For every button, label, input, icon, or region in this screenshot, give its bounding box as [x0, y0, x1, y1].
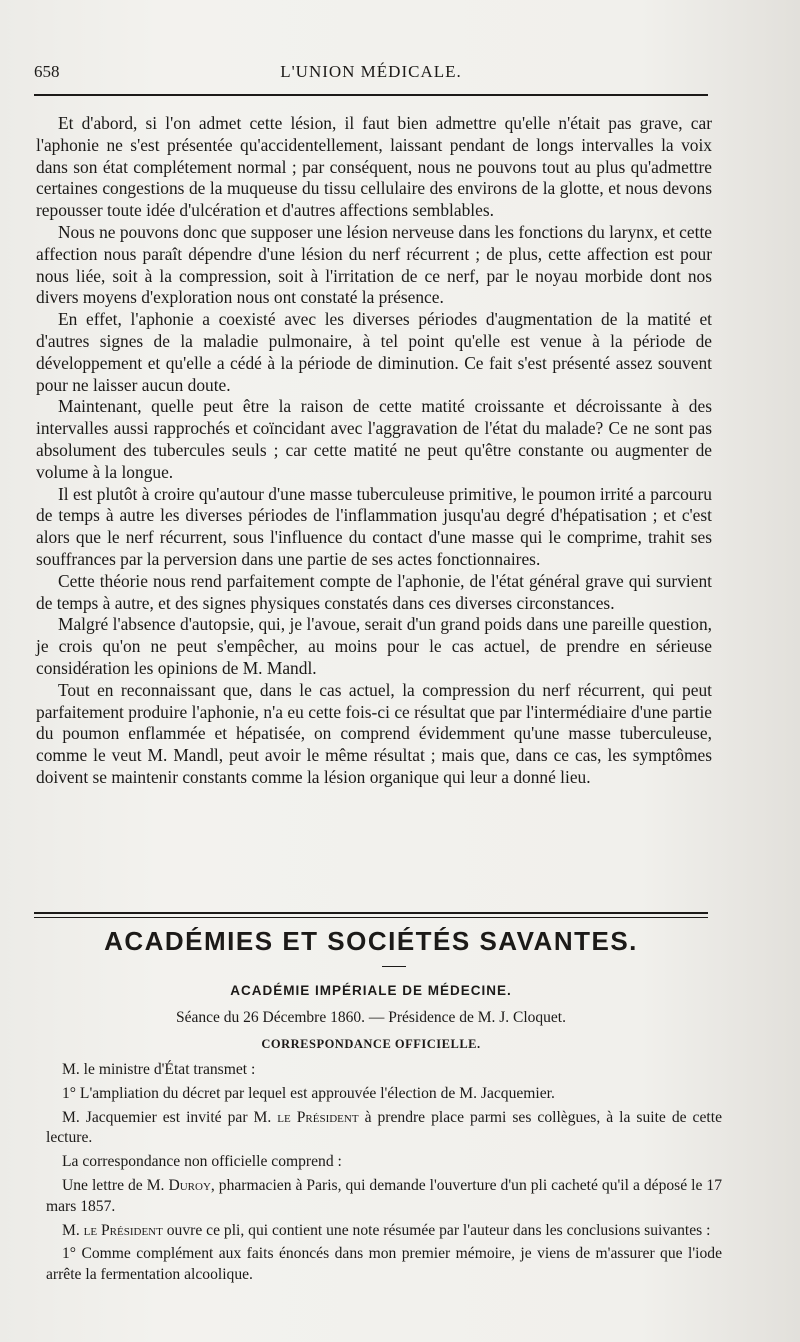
minutes-text: M.	[62, 1221, 84, 1239]
body-paragraph: Cette théorie nous rend parfaitement compte de l'aphonie, de l'état général grave qui survient de temps à autre, et des signes physiques constatés dans ces diverses circonstances.	[36, 570, 712, 613]
section-divider-thick	[34, 912, 708, 914]
short-divider	[382, 966, 406, 967]
academy-title: ACADÉMIE IMPÉRIALE DE MÉDECINE.	[230, 983, 512, 998]
body-paragraph: Malgré l'absence d'autopsie, qui, je l'avoue, serait d'un grand poids dans une pareille question, je crois qu'on ne peut s'empêcher, au moins pour le cas actuel, de prendre en sérieuse considération les opinions de M. Mandl.	[36, 614, 712, 678]
minutes-paragraph: 1° L'ampliation du décret par lequel est approuvée l'élection de M. Jacquemier.	[62, 1084, 555, 1102]
minutes-text: Une lettre de M.	[62, 1176, 169, 1194]
section-title: ACADÉMIES ET SOCIÉTÉS SAVANTES.	[104, 926, 638, 956]
correspondence-heading: CORRESPONDANCE OFFICIELLE.	[261, 1037, 481, 1051]
header-rule	[34, 94, 708, 96]
session-minutes	[46, 1060, 722, 1286]
minutes-paragraph: La correspondance non officielle comprend :	[62, 1153, 342, 1171]
section-divider-thin	[34, 917, 708, 918]
article-body	[36, 113, 712, 789]
president-name: le Président	[83, 1221, 163, 1239]
minutes-paragraph: M. le ministre d'État transmet :	[62, 1061, 256, 1078]
minutes-paragraph: 1° Comme complément aux faits énoncés dans mon premier mémoire, je viens de m'assurer que l'iode arrête la fermentation alcoolique.	[46, 1245, 722, 1284]
seance-line: Séance du 26 Décembre 1860. — Présidence de M. J. Cloquet.	[176, 1009, 566, 1026]
author-name: Duroy	[168, 1176, 211, 1194]
minutes-paragraph	[46, 1108, 722, 1150]
body-paragraph: Il est plutôt à croire qu'autour d'une masse tuberculeuse primitive, le poumon irrité a parcouru de temps à autre les diverses périodes de l'inflammation jusqu'au degré d'hépatisation ; et c'est alors que le nerf récurrent, sous l'influence du contact d'une masse qui le comprime, trahit ses souffrances par la perversion dans une partie de ses actes fonctionnaires.	[36, 483, 712, 569]
body-paragraph: Tout en reconnaissant que, dans le cas actuel, la compression du nerf récurrent, qui peut parfaitement produire l'aphonie, n'a eu cette fois-ci ce résultat que par l'intermédiaire d'une partie du poumon enflammée et hépatisée, on comprend évidemment qu'une masse tuberculeuse, comme le veut M. Mandl, peut avoir le même résultat ; mais que, dans ce cas, les symptômes doivent se maintenir constants comme la lésion organique qui leur a donné lieu.	[36, 679, 712, 787]
president-name: le Président	[277, 1108, 359, 1126]
minutes-text: , pharmacien à Paris, qui demande l'ouverture d'un pli cacheté qu'il a déposé le 17 mars 1857.	[46, 1176, 722, 1215]
journal-title: L'UNION MÉDICALE.	[280, 62, 462, 81]
page-number: 658	[34, 62, 60, 81]
body-paragraph: Nous ne pouvons donc que supposer une lésion nerveuse dans les fonctions du larynx, et cette affection nous paraît dépendre d'une lésion du nerf récurrent ; de plus, cette affection est pour nous liée, soit à la compression, soit à l'irritation de ce nerf, par le noyau morbide dont nos divers moyens d'exploration nous ont constaté la présence.	[36, 221, 712, 308]
body-paragraph: Maintenant, quelle peut être la raison de cette matité croissante et décroissante à des intervalles aussi rapprochés et coïncidant avec l'aggravation de l'état du malade? Ce ne sont pas absolument des tubercules seuls ; car cette matité ne peut qu'être constante ou augmenter de volume à la longue.	[36, 396, 712, 482]
body-paragraph: En effet, l'aphonie a coexisté avec les diverses périodes d'augmentation de la matité et d'autres signes de la maladie pulmonaire, à tel point qu'elle est venue à la période de développement et qu'elle a cédé à la période de diminution. Ce fait s'est présenté assez souvent pour ne laisser aucun doute.	[36, 309, 712, 395]
body-paragraph: Et d'abord, si l'on admet cette lésion, il faut bien admettre qu'elle n'était pas grave, car l'aphonie ne s'est présentée qu'accidentellement, laissant pendant de longs intervalles la voix dans son état complétement normal ; par conséquent, nous ne pouvons tout au plus qu'admettre certaines congestions de la muqueuse du tissu cellulaire des environs de la glotte, et nous devons repousser toute idée d'ulcération et d'autres affections semblables.	[36, 113, 712, 221]
minutes-paragraph	[46, 1221, 722, 1242]
page-header	[34, 60, 708, 88]
minutes-paragraph	[46, 1176, 722, 1218]
minutes-text: M. Jacquemier est invité par M.	[62, 1108, 278, 1126]
minutes-text: ouvre ce pli, qui contient une note résumée par l'auteur dans les conclusions suivantes :	[162, 1221, 711, 1239]
minutes-text: à prendre place parmi ses collègues, à la suite de cette lecture.	[46, 1108, 722, 1147]
